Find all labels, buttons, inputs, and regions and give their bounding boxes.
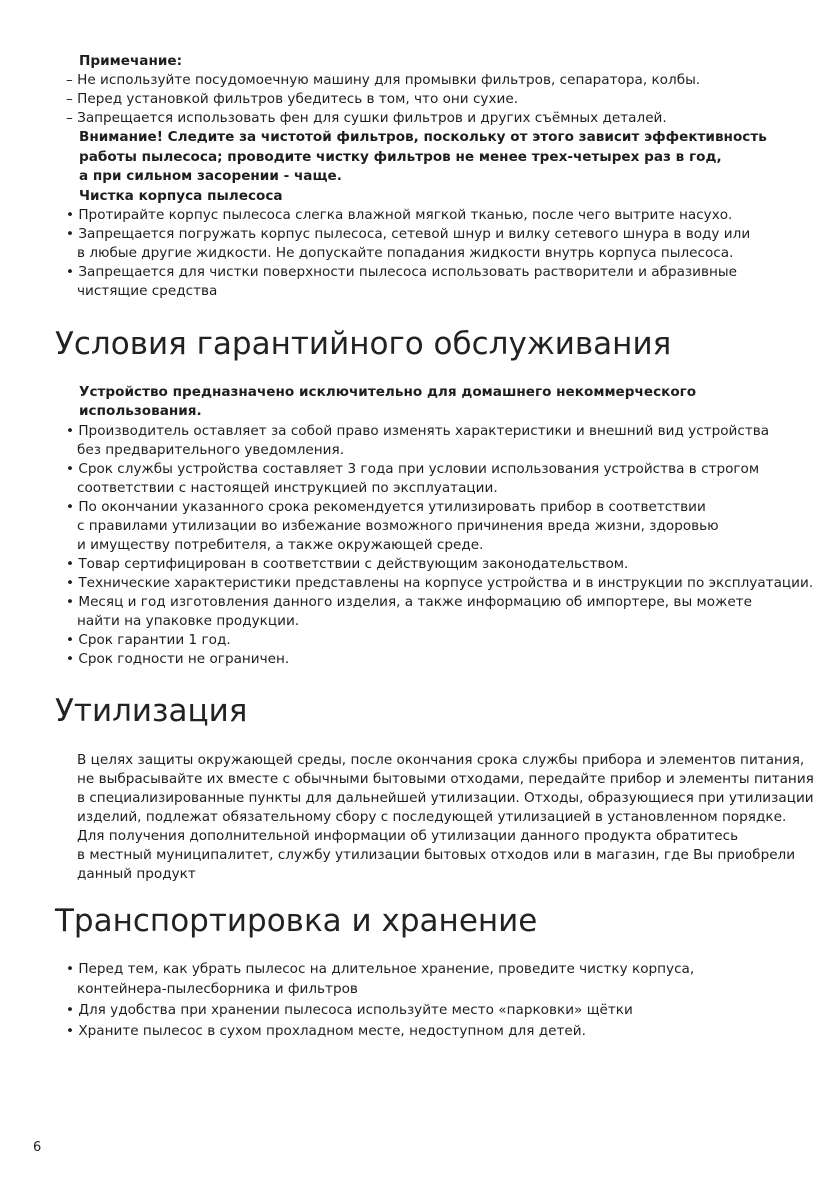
list-item-continuation: с правилами утилизации во избежание возможного причинения вреда жизни, здоровью <box>77 518 719 534</box>
list-item: • Месяц и год изготовления данного изделия, а также информацию об импортере, вы можете <box>66 594 752 610</box>
disposal-title: Утилизация <box>55 693 248 729</box>
paragraph-line: В целях защиты окружающей среды, после окончания срока службы прибора и элементов питания, <box>77 752 805 768</box>
list-item-continuation: контейнера-пылесборника и фильтров <box>77 981 358 997</box>
list-item: • Протирайте корпус пылесоса слегка влажной мягкой тканью, после чего вытрите насухо. <box>66 207 733 223</box>
paragraph-line: данный продукт <box>77 866 196 882</box>
page-number: 6 <box>33 1140 42 1155</box>
list-item: • Храните пылесос в сухом прохладном месте, недоступном для детей. <box>66 1023 586 1039</box>
list-item-continuation: в любые другие жидкости. Не допускайте попадания жидкости внутрь корпуса пылесоса. <box>77 245 734 261</box>
paragraph-line: не выбрасывайте их вместе с обычными бытовыми отходами, передайте прибор и элементы питания <box>77 771 814 787</box>
list-item: • Товар сертифицирован в соответствии с действующим законодательством. <box>66 556 629 572</box>
note-item: – Перед установкой фильтров убедитесь в том, что они сухие. <box>66 91 519 107</box>
body-cleaning-heading: Чистка корпуса пылесоса <box>79 188 283 204</box>
paragraph-line: изделий, подлежат обязательному сбору с последующей утилизацией в установленном порядке. <box>77 809 787 825</box>
list-item-continuation: чистящие средства <box>77 283 218 299</box>
list-item: • Для удобства при хранении пылесоса используйте место «парковки» щётки <box>66 1002 633 1018</box>
list-item: • Срок службы устройства составляет 3 года при условии использования устройства в строгом <box>66 461 760 477</box>
paragraph-line: в специализированные пункты для дальнейшей утилизации. Отходы, образующиеся при утилизации <box>77 790 814 806</box>
list-item-continuation: соответствии с настоящей инструкцией по эксплуатации. <box>77 480 498 496</box>
warranty-intro: Устройство предназначено исключительно для домашнего некоммерческого <box>79 384 697 400</box>
list-item: • Перед тем, как убрать пылесос на длительное хранение, проведите чистку корпуса, <box>66 961 695 977</box>
list-item: • Срок гарантии 1 год. <box>66 632 231 648</box>
paragraph-line: Для получения дополнительной информации об утилизации данного продукта обратитесь <box>77 828 739 844</box>
note-item: – Запрещается использовать фен для сушки фильтров и других съёмных деталей. <box>66 110 667 126</box>
transport-title: Транспортировка и хранение <box>55 903 538 939</box>
warranty-title: Условия гарантийного обслуживания <box>55 326 672 362</box>
note-heading: Примечание: <box>79 53 183 69</box>
list-item: • По окончании указанного срока рекомендуется утилизировать прибор в соответствии <box>66 499 706 515</box>
list-item: • Запрещается для чистки поверхности пылесоса использовать растворители и абразивные <box>66 264 737 280</box>
warning-text: работы пылесоса; проводите чистку фильтров не менее трех-четырех раз в год, <box>79 149 722 165</box>
warning-text: а при сильном засорении - чаще. <box>79 168 342 184</box>
paragraph-line: в местный муниципалитет, службу утилизации бытовых отходов или в магазин, где Вы приобрели <box>77 847 796 863</box>
note-item: – Не используйте посудомоечную машину для промывки фильтров, сепаратора, колбы. <box>66 72 701 88</box>
list-item: • Запрещается погружать корпус пылесоса, сетевой шнур и вилку сетевого шнура в воду или <box>66 226 751 242</box>
list-item: • Производитель оставляет за собой право изменять характеристики и внешний вид устройства <box>66 423 770 439</box>
list-item-continuation: и имуществу потребителя, а также окружающей среде. <box>77 537 484 553</box>
warning-text: Внимание! Следите за чистотой фильтров, поскольку от этого зависит эффективность <box>79 129 767 145</box>
warranty-intro: использования. <box>79 403 202 419</box>
list-item: • Срок годности не ограничен. <box>66 651 290 667</box>
list-item: • Технические характеристики представлены на корпусе устройства и в инструкции по эксплуатации. <box>66 575 814 591</box>
list-item-continuation: без предварительного уведомления. <box>77 442 345 458</box>
list-item-continuation: найти на упаковке продукции. <box>77 613 300 629</box>
